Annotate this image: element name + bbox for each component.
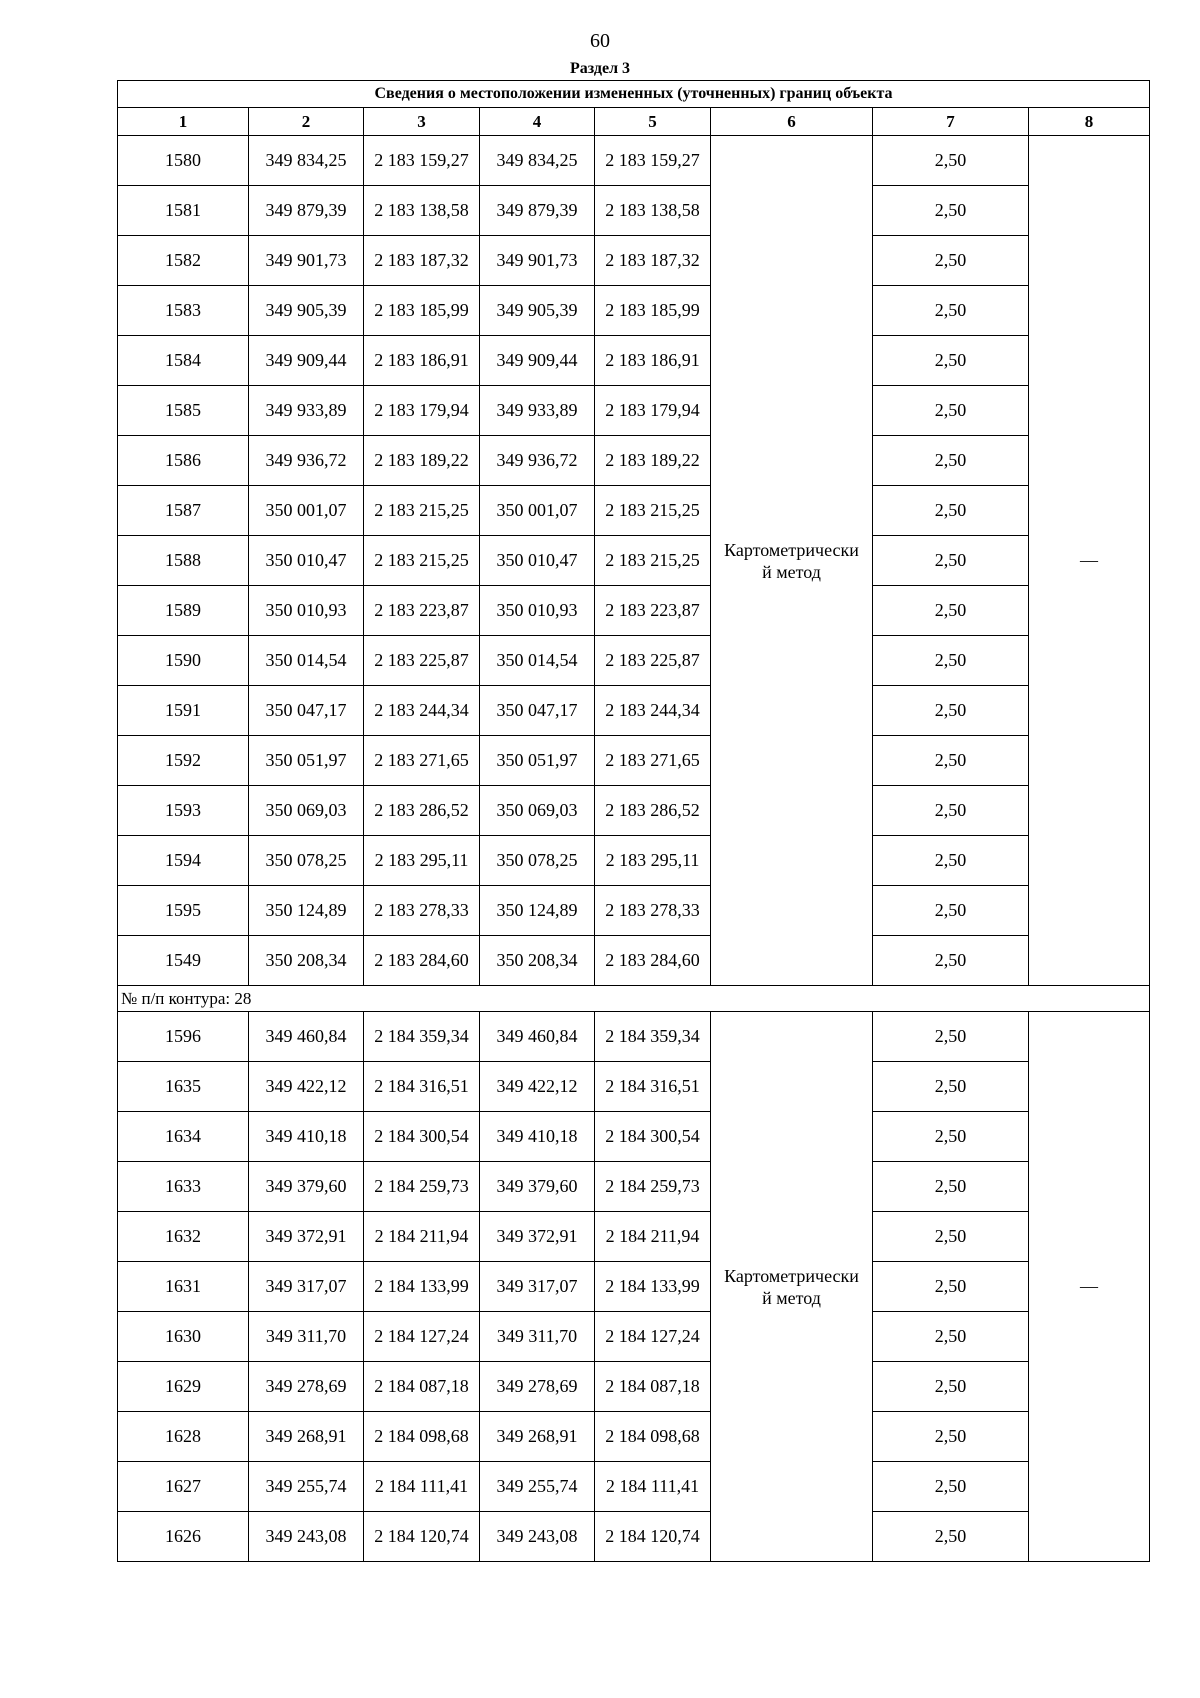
- point-number-cell: 1586: [118, 436, 249, 486]
- y-old-cell: 2 184 316,51: [364, 1062, 480, 1112]
- x-new-cell: 349 460,84: [480, 1012, 595, 1062]
- accuracy-cell: 2,50: [873, 736, 1029, 786]
- y-old-cell: 2 183 284,60: [364, 936, 480, 986]
- point-number-cell: 1595: [118, 886, 249, 936]
- x-old-cell: 349 422,12: [249, 1062, 364, 1112]
- column-numbers-row: [118, 108, 1150, 136]
- y-old-cell: 2 183 186,91: [364, 336, 480, 386]
- x-new-cell: 350 124,89: [480, 886, 595, 936]
- column-number-2: 2: [249, 108, 364, 136]
- y-old-cell: 2 184 259,73: [364, 1162, 480, 1212]
- point-number-cell: 1593: [118, 786, 249, 836]
- x-new-cell: 349 410,18: [480, 1112, 595, 1162]
- table-row: [118, 536, 1150, 586]
- table-row: [118, 186, 1150, 236]
- x-new-cell: 350 078,25: [480, 836, 595, 886]
- y-new-cell: 2 183 215,25: [595, 536, 711, 586]
- accuracy-cell: 2,50: [873, 486, 1029, 536]
- column-number-7: 7: [873, 108, 1029, 136]
- point-number-cell: 1588: [118, 536, 249, 586]
- accuracy-cell: 2,50: [873, 336, 1029, 386]
- x-new-cell: 349 372,91: [480, 1212, 595, 1262]
- x-new-cell: 350 047,17: [480, 686, 595, 736]
- y-new-cell: 2 184 211,94: [595, 1212, 711, 1262]
- column-number-6: 6: [711, 108, 873, 136]
- y-new-cell: 2 183 186,91: [595, 336, 711, 386]
- point-number-cell: 1585: [118, 386, 249, 436]
- table-row: [118, 1262, 1150, 1312]
- y-new-cell: 2 183 185,99: [595, 286, 711, 336]
- y-new-cell: 2 184 316,51: [595, 1062, 711, 1112]
- accuracy-cell: 2,50: [873, 436, 1029, 486]
- x-old-cell: 349 834,25: [249, 136, 364, 186]
- column-number-5: 5: [595, 108, 711, 136]
- contour-label: № п/п контура: 28: [118, 986, 1150, 1012]
- x-old-cell: 349 268,91: [249, 1412, 364, 1462]
- point-number-cell: 1635: [118, 1062, 249, 1112]
- y-new-cell: 2 183 284,60: [595, 936, 711, 986]
- x-new-cell: 349 268,91: [480, 1412, 595, 1462]
- y-old-cell: 2 183 187,32: [364, 236, 480, 286]
- accuracy-cell: 2,50: [873, 686, 1029, 736]
- y-old-cell: 2 184 111,41: [364, 1462, 480, 1512]
- col8-dash-cell: —: [1029, 136, 1150, 986]
- point-number-cell: 1591: [118, 686, 249, 736]
- y-old-cell: 2 183 286,52: [364, 786, 480, 836]
- accuracy-cell: 2,50: [873, 1012, 1029, 1062]
- table-row: [118, 136, 1150, 186]
- point-number-cell: 1584: [118, 336, 249, 386]
- accuracy-cell: 2,50: [873, 636, 1029, 686]
- y-old-cell: 2 184 133,99: [364, 1262, 480, 1312]
- point-number-cell: 1590: [118, 636, 249, 686]
- x-new-cell: 349 901,73: [480, 236, 595, 286]
- accuracy-cell: 2,50: [873, 1162, 1029, 1212]
- x-old-cell: 349 879,39: [249, 186, 364, 236]
- table-row: [118, 1312, 1150, 1362]
- y-new-cell: 2 183 225,87: [595, 636, 711, 686]
- accuracy-cell: 2,50: [873, 186, 1029, 236]
- point-number-cell: 1581: [118, 186, 249, 236]
- y-new-cell: 2 183 159,27: [595, 136, 711, 186]
- method-line-2: й метод: [762, 561, 821, 582]
- table-row: [118, 1162, 1150, 1212]
- x-new-cell: 350 001,07: [480, 486, 595, 536]
- point-number-cell: 1631: [118, 1262, 249, 1312]
- x-new-cell: 349 255,74: [480, 1462, 595, 1512]
- x-new-cell: 349 311,70: [480, 1312, 595, 1362]
- y-old-cell: 2 183 295,11: [364, 836, 480, 886]
- y-old-cell: 2 183 179,94: [364, 386, 480, 436]
- table-row: [118, 736, 1150, 786]
- y-new-cell: 2 184 087,18: [595, 1362, 711, 1412]
- x-new-cell: 349 879,39: [480, 186, 595, 236]
- point-number-cell: 1582: [118, 236, 249, 286]
- point-number-cell: 1592: [118, 736, 249, 786]
- accuracy-cell: 2,50: [873, 886, 1029, 936]
- x-old-cell: 350 124,89: [249, 886, 364, 936]
- table-row: [118, 1362, 1150, 1412]
- y-new-cell: 2 184 098,68: [595, 1412, 711, 1462]
- point-number-cell: 1596: [118, 1012, 249, 1062]
- y-old-cell: 2 183 225,87: [364, 636, 480, 686]
- x-new-cell: 350 010,47: [480, 536, 595, 586]
- y-old-cell: 2 183 138,58: [364, 186, 480, 236]
- x-new-cell: 349 933,89: [480, 386, 595, 436]
- y-old-cell: 2 183 215,25: [364, 486, 480, 536]
- x-old-cell: 350 047,17: [249, 686, 364, 736]
- y-old-cell: 2 183 244,34: [364, 686, 480, 736]
- accuracy-cell: 2,50: [873, 136, 1029, 186]
- accuracy-cell: 2,50: [873, 286, 1029, 336]
- x-old-cell: 349 255,74: [249, 1462, 364, 1512]
- accuracy-cell: 2,50: [873, 1062, 1029, 1112]
- table-row: [118, 936, 1150, 986]
- table-row: [118, 786, 1150, 836]
- table-row: [118, 1062, 1150, 1112]
- y-old-cell: 2 184 127,24: [364, 1312, 480, 1362]
- column-number-8: 8: [1029, 108, 1150, 136]
- column-number-1: 1: [118, 108, 249, 136]
- point-number-cell: 1633: [118, 1162, 249, 1212]
- coordinates-table: [117, 80, 1150, 1562]
- table-row: [118, 1012, 1150, 1062]
- x-old-cell: 350 001,07: [249, 486, 364, 536]
- x-new-cell: 349 936,72: [480, 436, 595, 486]
- x-new-cell: 350 051,97: [480, 736, 595, 786]
- point-number-cell: 1589: [118, 586, 249, 636]
- method-line-1: Картометрически: [724, 539, 859, 560]
- accuracy-cell: 2,50: [873, 536, 1029, 586]
- x-new-cell: 349 317,07: [480, 1262, 595, 1312]
- point-number-cell: 1583: [118, 286, 249, 336]
- point-number-cell: 1626: [118, 1512, 249, 1562]
- y-old-cell: 2 183 189,22: [364, 436, 480, 486]
- table-row: [118, 1462, 1150, 1512]
- accuracy-cell: 2,50: [873, 1362, 1029, 1412]
- table-row: [118, 436, 1150, 486]
- x-new-cell: 349 278,69: [480, 1362, 595, 1412]
- point-number-cell: 1629: [118, 1362, 249, 1412]
- point-number-cell: 1628: [118, 1412, 249, 1462]
- y-new-cell: 2 183 179,94: [595, 386, 711, 436]
- x-old-cell: 349 410,18: [249, 1112, 364, 1162]
- x-old-cell: 350 010,47: [249, 536, 364, 586]
- accuracy-cell: 2,50: [873, 1462, 1029, 1512]
- accuracy-cell: 2,50: [873, 836, 1029, 886]
- x-old-cell: 349 243,08: [249, 1512, 364, 1562]
- y-new-cell: 2 183 223,87: [595, 586, 711, 636]
- x-old-cell: 350 078,25: [249, 836, 364, 886]
- x-old-cell: 349 460,84: [249, 1012, 364, 1062]
- y-old-cell: 2 184 087,18: [364, 1362, 480, 1412]
- y-old-cell: 2 184 300,54: [364, 1112, 480, 1162]
- x-old-cell: 349 933,89: [249, 386, 364, 436]
- point-number-cell: 1634: [118, 1112, 249, 1162]
- point-number-cell: 1630: [118, 1312, 249, 1362]
- x-old-cell: 349 379,60: [249, 1162, 364, 1212]
- x-old-cell: 349 905,39: [249, 286, 364, 336]
- x-new-cell: 349 909,44: [480, 336, 595, 386]
- y-old-cell: 2 183 223,87: [364, 586, 480, 636]
- accuracy-cell: 2,50: [873, 786, 1029, 836]
- y-new-cell: 2 184 133,99: [595, 1262, 711, 1312]
- point-number-cell: 1627: [118, 1462, 249, 1512]
- table-row: [118, 886, 1150, 936]
- accuracy-cell: 2,50: [873, 236, 1029, 286]
- y-new-cell: 2 184 127,24: [595, 1312, 711, 1362]
- x-new-cell: 349 905,39: [480, 286, 595, 336]
- method-line-2: й метод: [762, 1287, 821, 1308]
- x-old-cell: 350 010,93: [249, 586, 364, 636]
- x-new-cell: 349 422,12: [480, 1062, 595, 1112]
- y-new-cell: 2 184 120,74: [595, 1512, 711, 1562]
- y-old-cell: 2 183 185,99: [364, 286, 480, 336]
- accuracy-cell: 2,50: [873, 586, 1029, 636]
- accuracy-cell: 2,50: [873, 1412, 1029, 1462]
- x-old-cell: 349 311,70: [249, 1312, 364, 1362]
- table-row: [118, 686, 1150, 736]
- y-new-cell: 2 183 278,33: [595, 886, 711, 936]
- column-number-3: 3: [364, 108, 480, 136]
- y-old-cell: 2 184 120,74: [364, 1512, 480, 1562]
- y-old-cell: 2 183 159,27: [364, 136, 480, 186]
- y-new-cell: 2 184 300,54: [595, 1112, 711, 1162]
- y-old-cell: 2 183 278,33: [364, 886, 480, 936]
- point-number-cell: 1549: [118, 936, 249, 986]
- accuracy-cell: 2,50: [873, 386, 1029, 436]
- x-old-cell: 349 278,69: [249, 1362, 364, 1412]
- method-line-1: Картометрически: [724, 1265, 859, 1286]
- table-row: [118, 486, 1150, 536]
- table-row: [118, 336, 1150, 386]
- x-old-cell: 349 901,73: [249, 236, 364, 286]
- point-number-cell: 1594: [118, 836, 249, 886]
- y-old-cell: 2 183 215,25: [364, 536, 480, 586]
- x-new-cell: 350 208,34: [480, 936, 595, 986]
- accuracy-cell: 2,50: [873, 1212, 1029, 1262]
- y-old-cell: 2 184 098,68: [364, 1412, 480, 1462]
- table-caption: Сведения о местоположении измененных (уточненных) границ объекта: [118, 81, 1150, 108]
- x-old-cell: 350 051,97: [249, 736, 364, 786]
- x-new-cell: 350 010,93: [480, 586, 595, 636]
- method-cell: [711, 136, 873, 986]
- y-new-cell: 2 184 359,34: [595, 1012, 711, 1062]
- accuracy-cell: 2,50: [873, 1112, 1029, 1162]
- y-new-cell: 2 183 138,58: [595, 186, 711, 236]
- accuracy-cell: 2,50: [873, 1512, 1029, 1562]
- x-old-cell: 349 372,91: [249, 1212, 364, 1262]
- table-row: [118, 286, 1150, 336]
- accuracy-cell: 2,50: [873, 1312, 1029, 1362]
- x-old-cell: 350 014,54: [249, 636, 364, 686]
- y-new-cell: 2 183 286,52: [595, 786, 711, 836]
- x-old-cell: 349 936,72: [249, 436, 364, 486]
- point-number-cell: 1632: [118, 1212, 249, 1262]
- x-old-cell: 350 208,34: [249, 936, 364, 986]
- y-new-cell: 2 184 259,73: [595, 1162, 711, 1212]
- x-new-cell: 349 243,08: [480, 1512, 595, 1562]
- x-old-cell: 349 909,44: [249, 336, 364, 386]
- x-old-cell: 350 069,03: [249, 786, 364, 836]
- y-new-cell: 2 184 111,41: [595, 1462, 711, 1512]
- table-row: [118, 386, 1150, 436]
- point-number-cell: 1587: [118, 486, 249, 536]
- y-new-cell: 2 183 244,34: [595, 686, 711, 736]
- table-row: [118, 1112, 1150, 1162]
- y-new-cell: 2 183 189,22: [595, 436, 711, 486]
- table-row: [118, 636, 1150, 686]
- table-row: [118, 1512, 1150, 1562]
- point-number-cell: 1580: [118, 136, 249, 186]
- table-row: [118, 1212, 1150, 1262]
- column-number-4: 4: [480, 108, 595, 136]
- y-new-cell: 2 183 295,11: [595, 836, 711, 886]
- y-new-cell: 2 183 271,65: [595, 736, 711, 786]
- y-old-cell: 2 184 211,94: [364, 1212, 480, 1262]
- table-row: [118, 586, 1150, 636]
- y-old-cell: 2 183 271,65: [364, 736, 480, 786]
- y-old-cell: 2 184 359,34: [364, 1012, 480, 1062]
- accuracy-cell: 2,50: [873, 1262, 1029, 1312]
- section-title: Раздел 3: [569, 60, 631, 77]
- method-cell: [711, 1012, 873, 1562]
- page-number: 60: [590, 30, 610, 52]
- x-new-cell: 350 014,54: [480, 636, 595, 686]
- y-new-cell: 2 183 187,32: [595, 236, 711, 286]
- table-caption-row: [118, 81, 1150, 108]
- col8-dash-cell: —: [1029, 1012, 1150, 1562]
- x-new-cell: 349 834,25: [480, 136, 595, 186]
- contour-row: [118, 986, 1150, 1012]
- table-row: [118, 836, 1150, 886]
- table-row: [118, 1412, 1150, 1462]
- accuracy-cell: 2,50: [873, 936, 1029, 986]
- y-new-cell: 2 183 215,25: [595, 486, 711, 536]
- x-new-cell: 350 069,03: [480, 786, 595, 836]
- table-row: [118, 236, 1150, 286]
- x-old-cell: 349 317,07: [249, 1262, 364, 1312]
- x-new-cell: 349 379,60: [480, 1162, 595, 1212]
